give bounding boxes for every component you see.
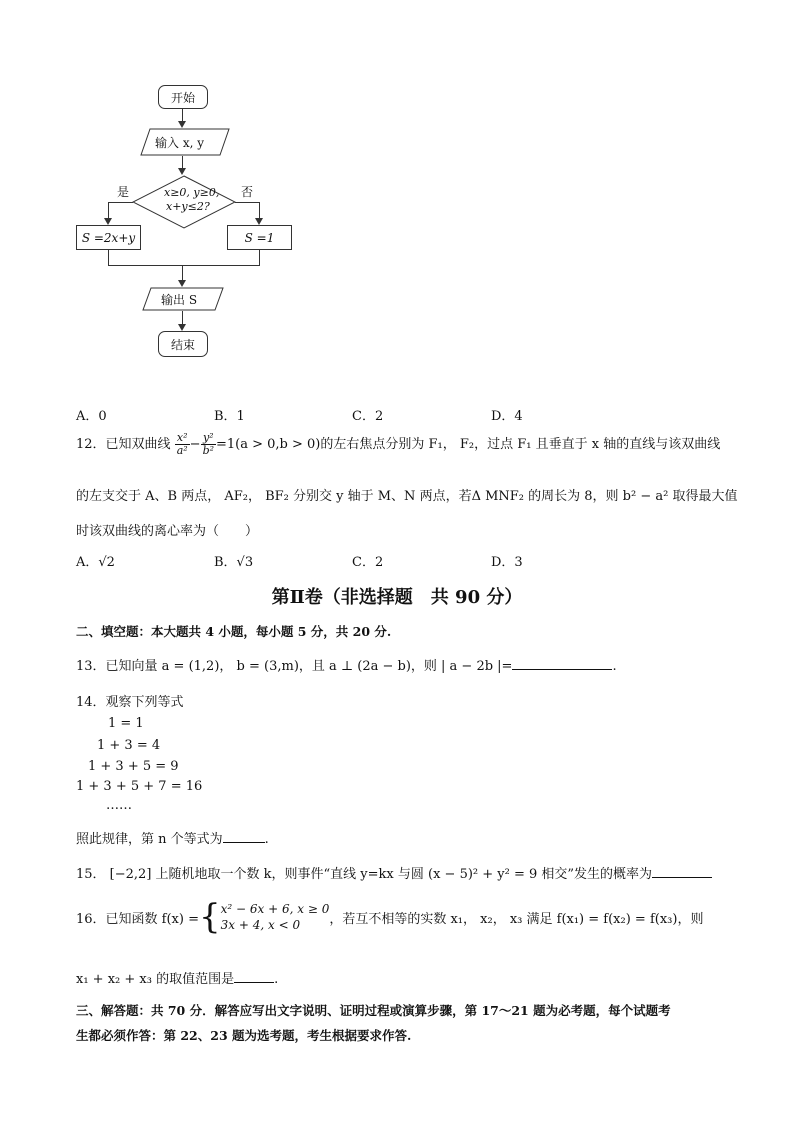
flowchart-condition-line1: x≥0, y≥0, xyxy=(164,186,220,199)
q12-option-b: B．√3 xyxy=(214,555,254,570)
q14-answer-blank[interactable] xyxy=(223,842,265,843)
q12-frac1-den: a² xyxy=(176,444,188,457)
q16-brace: { xyxy=(199,897,221,937)
connector xyxy=(108,202,133,203)
q12-fraction-x xyxy=(175,432,190,457)
q15 xyxy=(76,863,712,882)
q11-option-d: D．4 xyxy=(491,409,523,424)
flowchart-start xyxy=(158,85,208,109)
q16-case1: x² − 6x + 6, x ≥ 0 xyxy=(220,902,330,916)
q16-prefix: 16．已知函数 f(x) = xyxy=(76,911,199,927)
q16-answer-blank[interactable] xyxy=(234,982,274,983)
q14-eq2: 1 + 3 = 4 xyxy=(97,738,161,753)
connector xyxy=(182,311,183,325)
q12-line1-rest: 的左右焦点分别为 F₁， F₂，过点 F₁ 且垂直于 x 轴的直线与该双曲线 xyxy=(320,437,721,452)
q14-text: 14．观察下列等式 xyxy=(76,695,184,710)
q14-end: . xyxy=(264,832,269,847)
q13-answer-blank[interactable] xyxy=(512,669,612,670)
q14-eq1: 1 = 1 xyxy=(108,716,144,731)
connector xyxy=(108,249,109,265)
q13 xyxy=(76,655,617,674)
q11-option-a: A．0 xyxy=(76,409,107,424)
q12-option-c: C．2 xyxy=(352,555,384,570)
q16-end: . xyxy=(274,972,279,987)
flowchart-input-label: 输入 x, y xyxy=(155,136,204,150)
q11-option-b: B．1 xyxy=(214,409,245,424)
q14-tail xyxy=(76,828,269,847)
q16-suffix: ，若互不相等的实数 x₁， x₂， x₃ 满足 f(x₁) = f(x₂) = f(x₃)，则 xyxy=(329,911,704,927)
q14-tail-text: 照此规律，第 n 个等式为 xyxy=(76,832,223,847)
connector xyxy=(108,202,109,219)
connector xyxy=(235,202,260,203)
section2-title: 第Ⅱ卷（非选择题 共 90 分） xyxy=(271,587,523,608)
connector xyxy=(259,249,260,265)
q12-line1: 12．已知双曲线 $\frac{\text{x²}}{\text{a²}}$ − $\frac{\text{y²}}{\text{b²}}$ =1(a > 0,b > 0)的左右焦点分别为 F₁， F₂，过点 F₁ 且垂直于 x 轴的直线与该双曲线 xyxy=(76,431,721,457)
connector xyxy=(182,108,183,122)
q15-answer-blank[interactable] xyxy=(652,877,712,878)
q16-line2-text: x₁ + x₂ + x₃ 的取值范围是 xyxy=(76,972,235,987)
q12-option-d: D．3 xyxy=(491,555,523,570)
flowchart-right-box xyxy=(227,225,292,250)
q16-line2 xyxy=(76,968,278,987)
q14-eq4: 1 + 3 + 5 + 7 = 16 xyxy=(76,779,203,794)
q12-frac2-num: y² xyxy=(201,432,216,445)
answer-header-line1: 三、解答题：共 70 分．解答应写出文字说明、证明过程或演算步骤，第 17～21 题为必考题，每个试题考 xyxy=(76,1003,671,1018)
q16-line1 xyxy=(76,897,704,937)
q14-dots: …… xyxy=(106,798,132,813)
connector xyxy=(182,265,183,281)
flowchart-output-label: 输出 S xyxy=(161,293,198,307)
answer-header-line2: 生都必须作答：第 22、23 题为选考题，考生根据要求作答. xyxy=(76,1028,412,1043)
flowchart-yes-label: 是 xyxy=(117,185,130,199)
arrow xyxy=(178,168,186,175)
q12-frac1-num: x² xyxy=(175,432,190,445)
flowchart-end-label: 结束 xyxy=(170,337,195,352)
flowchart-left-box-label: S =2x+y xyxy=(81,230,136,245)
flowchart-right-box-label: S =1 xyxy=(244,230,275,245)
flowchart-no-label: 否 xyxy=(241,185,254,199)
arrow xyxy=(104,218,112,225)
q13-text: 13．已知向量 a = (1,2)， b = (3,m)，且 a ⊥ (2a − b)，则 | a − 2b |= xyxy=(76,659,513,674)
q13-end: . xyxy=(612,659,617,674)
q15-text: 15． [−2,2] 上随机地取一个数 k，则事件“直线 y=kx 与圆 (x − 5)² + y² = 9 相交”发生的概率为 xyxy=(76,867,653,882)
arrow xyxy=(178,324,186,331)
q11-option-c: C．2 xyxy=(352,409,384,424)
arrow xyxy=(178,121,186,128)
flowchart-end xyxy=(158,331,208,357)
q12-line3: 时该双曲线的离心率为（ ） xyxy=(76,524,259,539)
flowchart-left-box xyxy=(76,225,141,250)
q12-fraction-y xyxy=(201,432,216,457)
connector xyxy=(259,202,260,219)
fill-in-header: 二、填空题：本大题共 4 小题，每小题 5 分，共 20 分. xyxy=(76,624,392,639)
q12-option-a: A．√2 xyxy=(76,555,115,570)
arrow xyxy=(255,218,263,225)
q14-eq3: 1 + 3 + 5 = 9 xyxy=(88,759,179,774)
flowchart-start-label: 开始 xyxy=(170,90,195,105)
q12-line2: 的左支交于 A、B 两点， AF₂， BF₂ 分别交 y 轴于 M、N 两点，若Δ MNF₂ 的周长为 8，则 b² − a² 取得最大值 xyxy=(76,489,738,504)
q12-condition: =1(a > 0,b > 0) xyxy=(216,437,321,452)
q12-frac2-den: b² xyxy=(202,444,215,457)
arrow xyxy=(178,280,186,287)
flowchart-condition-line2: x+y≤2? xyxy=(166,200,210,213)
q16-cases xyxy=(221,901,330,933)
q16-case2: 3x + 4, x < 0 xyxy=(220,918,301,932)
q12-number: 12．已知双曲线 xyxy=(76,437,171,452)
connector xyxy=(108,265,260,266)
